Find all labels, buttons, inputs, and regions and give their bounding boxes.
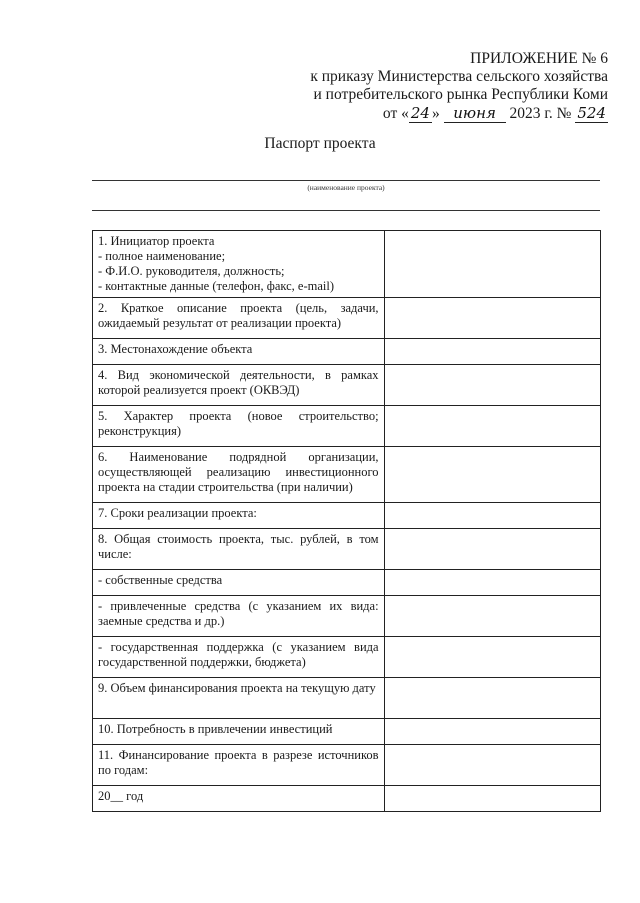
row-label <box>93 503 385 529</box>
row-label-line: - контактные данные (телефон, факс, e-mail) <box>98 279 335 293</box>
table-row <box>93 786 601 812</box>
row-label-line: 2. Краткое описание проекта (цель, задачи, ожидаемый результат от реализации проекта) <box>98 301 379 330</box>
order-reference-line2: и потребительского рынка Республики Коми <box>313 86 608 103</box>
date-month-handwritten: июня <box>444 104 506 123</box>
order-reference-line1: к приказу Министерства сельского хозяйства <box>310 68 608 85</box>
table-row <box>93 231 601 298</box>
row-label-line: 8. Общая стоимость проекта, тыс. рублей, в том числе: <box>98 532 379 561</box>
table-row <box>93 529 601 570</box>
order-date-number <box>383 104 608 123</box>
row-value-cell[interactable] <box>384 406 600 447</box>
table-row <box>93 745 601 786</box>
passport-table <box>92 230 601 812</box>
project-name-caption: (наименование проекта) <box>307 183 385 192</box>
table-row <box>93 596 601 637</box>
row-label <box>93 365 385 406</box>
row-value-cell[interactable] <box>384 678 600 719</box>
order-number-handwritten: 524 <box>577 104 606 122</box>
row-label-line: 3. Местонахождение объекта <box>98 342 253 356</box>
row-value-cell[interactable] <box>384 365 600 406</box>
row-label <box>93 745 385 786</box>
row-label-line: - собственные средства <box>98 573 223 587</box>
date-prefix: от « <box>382 105 409 122</box>
row-value-cell[interactable] <box>384 298 600 339</box>
row-label-line: - привлеченные средства (с указанием их вида: заемные средства и др.) <box>98 599 379 628</box>
row-value-cell[interactable] <box>384 745 600 786</box>
row-value-cell[interactable] <box>384 637 600 678</box>
row-value-cell[interactable] <box>384 596 600 637</box>
date-year: 2023 г. № <box>505 105 576 122</box>
row-label <box>93 786 385 812</box>
row-label <box>93 406 385 447</box>
row-label-line: 5. Характер проекта (новое строительство; реконструкция) <box>98 409 379 438</box>
row-value-cell[interactable] <box>384 529 600 570</box>
row-label-line: 4. Вид экономической деятельности, в рамках которой реализуется проект (ОКВЭД) <box>98 368 379 397</box>
document-title: Паспорт проекта <box>264 135 376 152</box>
table-row <box>93 570 601 596</box>
row-label-line: 20__ год <box>98 789 144 803</box>
row-label-line: - государственная поддержка (с указанием вида государственной поддержки, бюджета) <box>98 640 379 669</box>
date-day-handwritten: 24 <box>410 104 430 122</box>
row-value-cell[interactable] <box>384 447 600 503</box>
row-label <box>93 596 385 637</box>
row-label <box>93 529 385 570</box>
appendix-number: ПРИЛОЖЕНИЕ № 6 <box>470 50 608 67</box>
row-label <box>93 447 385 503</box>
table-row <box>93 406 601 447</box>
row-value-cell[interactable] <box>384 339 600 365</box>
row-label <box>93 570 385 596</box>
row-label <box>93 298 385 339</box>
table-row <box>93 719 601 745</box>
row-label-line: - Ф.И.О. руководителя, должность; <box>98 264 285 278</box>
table-row <box>93 447 601 503</box>
project-name-line-2[interactable] <box>92 210 600 211</box>
row-value-cell[interactable] <box>384 786 600 812</box>
row-label-line: 7. Сроки реализации проекта: <box>98 506 257 520</box>
date-mid: » <box>431 105 444 122</box>
row-value-cell[interactable] <box>384 719 600 745</box>
table-row <box>93 339 601 365</box>
row-label <box>93 231 385 298</box>
table-row <box>93 503 601 529</box>
row-label-line: - полное наименование; <box>98 249 226 263</box>
row-label <box>93 339 385 365</box>
row-value-cell[interactable] <box>384 503 600 529</box>
table-row <box>93 365 601 406</box>
row-label <box>93 678 385 719</box>
row-label-line: 6. Наименование подрядной организации, осуществляющей реализацию инвестиционного проекта на стадии строительства (при наличии) <box>98 450 379 494</box>
row-label <box>93 719 385 745</box>
row-label <box>93 637 385 678</box>
table-row <box>93 298 601 339</box>
row-value-cell[interactable] <box>384 231 600 298</box>
table-row <box>93 678 601 719</box>
row-label-line: 1. Инициатор проекта <box>98 234 215 248</box>
row-value-cell[interactable] <box>384 570 600 596</box>
row-label-line: 9. Объем финансирования проекта на текущую дату <box>98 681 376 695</box>
table-row <box>93 637 601 678</box>
project-name-line[interactable] <box>92 180 600 181</box>
row-label-line: 11. Финансирование проекта в разрезе источников по годам: <box>98 748 379 777</box>
row-label-line: 10. Потребность в привлечении инвестиций <box>98 722 333 736</box>
